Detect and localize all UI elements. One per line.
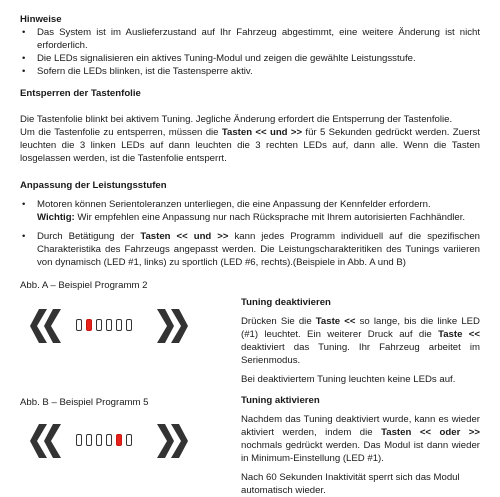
hinweise-section bbox=[20, 13, 480, 78]
led-indicator bbox=[106, 319, 112, 331]
text-run: nochmals gedrückt werden. Das Modul ist dann wieder in Minimum-Einstellung (LED #1). bbox=[241, 440, 480, 464]
chevron-left-icon bbox=[30, 424, 66, 458]
text-run: Nachdem das Tuning deaktiviert wurde, kann es wieder aktiviert werden, indem die bbox=[241, 414, 480, 438]
anpassung-item1-text: Motoren können Serientoleranzen unterliegen, die eine Anpassung der Kennfelder erfordern. bbox=[37, 199, 431, 210]
text-run: so lange, bis die linke LED (#1) leuchtet. Ein weiterer Druck auf die bbox=[241, 316, 480, 340]
anpassung-item1-note: Wir empfehlen eine Anpassung nur nach Rücksprache mit Ihrem autorisierten Fachhändler. bbox=[74, 212, 466, 223]
anpassung-section bbox=[20, 179, 480, 269]
aktivieren-text-1 bbox=[241, 413, 480, 465]
text-run: deaktiviert das Tuning. Ihr Fahrzeug arbeitet im Serienmodus. bbox=[241, 342, 480, 366]
anpassung-keys: Tasten << und >> bbox=[140, 231, 229, 242]
led-indicator-active bbox=[86, 319, 92, 331]
entsperren-text-1: Die Tastenfolie blinkt bei aktivem Tuning. Jegliche Änderung erfordert die Entsperrung der Tastenfolie. bbox=[20, 114, 453, 125]
deaktivieren-title: Tuning deaktivieren bbox=[241, 297, 331, 308]
led-indicator bbox=[76, 434, 82, 446]
entsperren-text-pre: Um die Tastenfolie zu entsperren, müssen die bbox=[20, 127, 222, 138]
led-row-a bbox=[76, 319, 132, 331]
anpassung-list bbox=[20, 198, 480, 269]
deaktivieren-text-2: Bei deaktiviertem Tuning leuchten keine LEDs auf. bbox=[241, 374, 456, 385]
hinweise-title: Hinweise bbox=[20, 14, 62, 25]
led-indicator bbox=[96, 319, 102, 331]
figure-b-caption: Abb. B – Beispiel Programm 5 bbox=[20, 397, 149, 408]
chevron-left-icon bbox=[30, 309, 66, 343]
aktivieren-title: Tuning aktivieren bbox=[241, 395, 320, 406]
right-column bbox=[241, 296, 480, 497]
led-indicator bbox=[96, 434, 102, 446]
led-indicator bbox=[86, 434, 92, 446]
led-indicator bbox=[126, 319, 132, 331]
entsperren-text-2 bbox=[20, 126, 480, 165]
entsperren-keys: Tasten << und >> bbox=[221, 127, 303, 138]
led-indicator bbox=[126, 434, 132, 446]
chevron-right-icon bbox=[152, 309, 188, 343]
led-indicator-active bbox=[116, 434, 122, 446]
list-item: • Sofern die LEDs blinken, ist die Tastensperre aktiv. bbox=[20, 65, 480, 78]
list-item bbox=[20, 198, 480, 224]
figure-b-panel bbox=[30, 424, 190, 458]
list-item: • Das System ist im Auslieferzustand auf Ihr Fahrzeug abgestimmt, eine weitere Änderung ist nicht erforderlich. bbox=[20, 26, 480, 52]
anpassung-important: Wichtig: bbox=[37, 212, 75, 223]
led-indicator bbox=[76, 319, 82, 331]
figure-a-panel bbox=[30, 309, 190, 343]
led-indicator bbox=[116, 319, 122, 331]
led-indicator bbox=[106, 434, 112, 446]
entsperren-title: Entsperren der Tastenfolie bbox=[20, 88, 141, 99]
entsperren-text-post: für 5 Sekunden gedrückt werden. Zuerst leuchten die 3 linken LEDs auf dann leuchten die 3 rechten LEDs auf, dann alle. Wenn die Tasten losgelassen werden, ist die Tastenfolie entsperrt. bbox=[20, 127, 480, 164]
key-label: Taste << bbox=[315, 316, 356, 327]
hinweise-list bbox=[20, 26, 480, 78]
text-run: Drücken Sie die bbox=[241, 316, 316, 327]
deaktivieren-text-1 bbox=[241, 315, 480, 367]
aktivieren-text-2: Nach 60 Sekunden Inaktivität sperrt sich das Modul automatisch wieder. bbox=[241, 472, 460, 496]
led-row-b bbox=[76, 434, 132, 446]
list-item: • Die LEDs signalisieren ein aktives Tuning-Modul und zeigen die gewählte Leistungsstufe. bbox=[20, 52, 480, 65]
figure-a-caption: Abb. A – Beispiel Programm 2 bbox=[20, 280, 148, 291]
key-label: Taste << bbox=[438, 329, 480, 340]
anpassung-title: Anpassung der Leistungsstufen bbox=[20, 180, 167, 191]
anpassung-item2-post: kann jedes Programm individuell auf die spezifischen Charakteristika des Fahrzeugs angepasst werden. Die Leistungscharakteritiken des Tunings variieren von dynamisch (LED #1, links) zu sportlich (LED #6, rechts).(Beispiele in Abb. A und B) bbox=[37, 231, 480, 268]
key-label: Tasten << oder >> bbox=[381, 427, 481, 438]
anpassung-item2-pre: Durch Betätigung der bbox=[37, 231, 141, 242]
chevron-right-icon bbox=[152, 424, 188, 458]
list-item bbox=[20, 230, 480, 269]
entsperren-section bbox=[20, 87, 480, 165]
